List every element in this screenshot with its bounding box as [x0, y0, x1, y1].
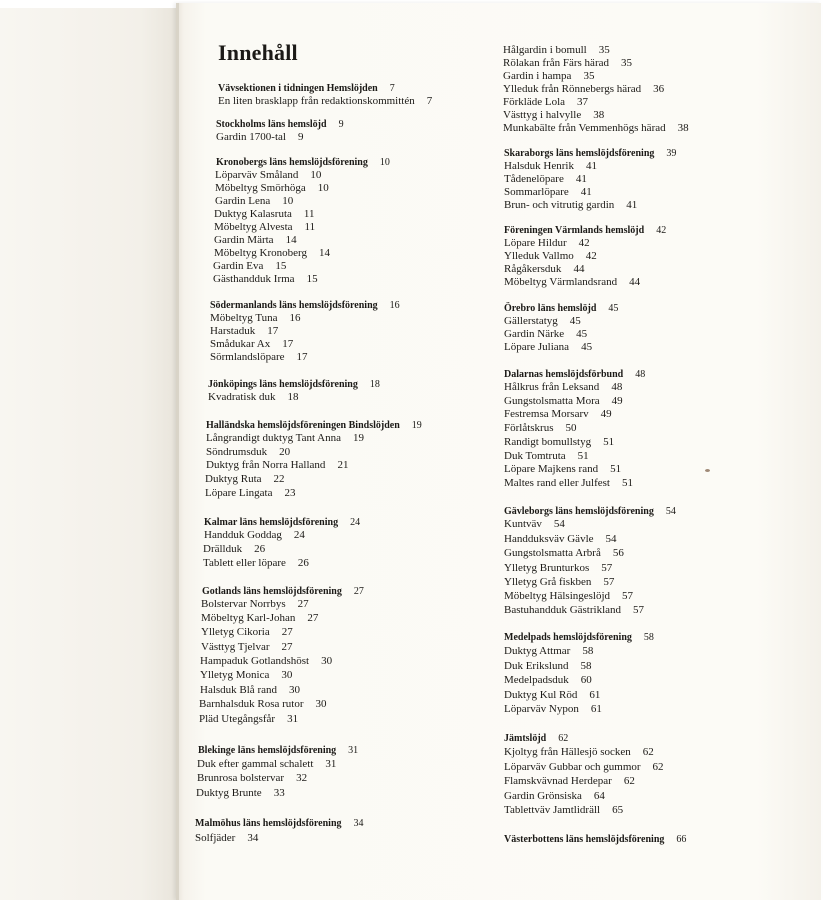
page-title: Innehåll	[218, 40, 298, 65]
page-number: 16	[289, 312, 301, 324]
entry-title: Ylleduk Vallmo	[504, 250, 574, 262]
entry-title: Medelpads hemslöjdsförening	[504, 632, 632, 643]
entry-title: Maltes rand eller Julfest	[504, 477, 610, 489]
page-number: 10	[379, 157, 390, 168]
toc-entry	[504, 761, 664, 774]
entry-title: Gällerstatyg	[504, 315, 558, 327]
page-number: 30	[315, 698, 327, 710]
page-number: 15	[275, 260, 287, 272]
page-number: 50	[565, 422, 577, 434]
entry-title: Randigt bomullstyg	[504, 436, 592, 448]
page-spine	[176, 3, 179, 900]
entry-title: Förlåtskrus	[504, 422, 554, 434]
entry-title: Löpare Hildur	[504, 237, 567, 249]
toc-entry	[197, 772, 307, 785]
entry-title: Löpare Majkens rand	[504, 463, 599, 475]
toc-entry	[504, 660, 591, 673]
entry-title: Gästhandduk Irma	[213, 273, 295, 285]
entry-title: Jämtslöjd	[504, 733, 547, 744]
page-number: 60	[580, 674, 592, 686]
page-number: 23	[284, 487, 296, 499]
entry-title: Söndrumsduk	[206, 446, 268, 458]
entry-title: Duktyg Kul Röd	[504, 689, 578, 701]
page-number: 9	[297, 131, 304, 143]
entry-title: Jönköpings läns hemslöjdsförening	[208, 379, 358, 390]
toc-entry	[210, 325, 278, 338]
entry-title: Kjoltyg från Hällesjö socken	[504, 746, 631, 758]
page-number: 7	[426, 95, 433, 107]
page-number: 62	[623, 775, 635, 787]
toc-entry	[504, 533, 617, 546]
toc-entry	[504, 237, 590, 250]
entry-title: Duktyg Attmar	[504, 645, 571, 657]
toc-entry	[504, 547, 624, 560]
toc-entry	[504, 804, 623, 817]
toc-entry	[504, 186, 592, 199]
entry-title: Gardin 1700-tal	[216, 131, 286, 143]
entry-title: Löparväv Nypon	[504, 703, 579, 715]
page-number: 24	[293, 529, 305, 541]
toc-entry	[504, 518, 565, 531]
page-number: 37	[577, 96, 589, 108]
entry-title: Gardin Grönsiska	[504, 790, 582, 802]
entry-title: Sörmlandslöpare	[210, 351, 285, 363]
section-heading	[202, 585, 364, 598]
entry-title: Handduk Goddag	[204, 529, 282, 541]
toc-entry	[503, 96, 588, 109]
entry-title: Tådenelöpare	[504, 173, 564, 185]
page-number: 15	[306, 273, 318, 285]
toc-entry	[214, 208, 315, 221]
page-number: 20	[279, 446, 291, 458]
page-number: 44	[573, 263, 585, 275]
toc-entry	[503, 122, 689, 135]
entry-title: Hålkrus från Leksand	[504, 381, 600, 393]
page-number: 33	[273, 787, 285, 799]
toc-entry	[210, 312, 301, 325]
page-number: 57	[622, 590, 634, 602]
toc-entry	[503, 57, 632, 70]
entry-title: Flamskvävnad Herdepar	[504, 775, 612, 787]
toc-entry	[201, 612, 318, 625]
toc-entry	[504, 341, 592, 354]
entry-title: Halsduk Henrik	[504, 160, 574, 172]
entry-title: Örebro läns hemslöjd	[504, 303, 597, 314]
page-number: 42	[585, 250, 597, 262]
section-heading	[216, 156, 390, 169]
section-heading	[504, 302, 618, 315]
page-number: 38	[677, 122, 689, 134]
page-number: 35	[598, 44, 610, 56]
entry-title: Ylletyg Brunturkos	[504, 562, 590, 574]
toc-entry	[197, 758, 336, 771]
toc-entry	[210, 338, 293, 351]
entry-title: Ylletyg Cikoria	[201, 626, 270, 638]
toc-entry	[215, 195, 293, 208]
entry-title: Löpare Lingata	[205, 487, 273, 499]
page-number: 27	[353, 586, 364, 597]
toc-entry	[215, 182, 329, 195]
page-number: 57	[601, 562, 613, 574]
entry-title: Bastuhandduk Gästrikland	[504, 604, 622, 616]
entry-title: Duktyg Kalasruta	[214, 208, 292, 220]
entry-title: Solfjäder	[195, 832, 236, 844]
entry-title: Löparväv Småland	[215, 169, 299, 181]
entry-title: Kronobergs läns hemslöjdsförening	[216, 157, 368, 168]
entry-title: Gotlands läns hemslöjdsförening	[202, 586, 342, 597]
toc-entry	[503, 109, 604, 122]
page-number: 51	[622, 477, 633, 489]
section-heading	[208, 378, 380, 391]
entry-title: Löparväv Gubbar och gummor	[504, 761, 641, 773]
page-number: 45	[569, 315, 581, 327]
toc-entry	[196, 787, 285, 800]
page-number: 62	[642, 746, 654, 758]
section-heading	[504, 631, 654, 644]
toc-entry	[200, 655, 332, 668]
entry-title: Kuntväv	[504, 518, 542, 530]
page-number: 41	[580, 186, 592, 198]
toc-entry	[504, 422, 577, 435]
page-number: 49	[611, 395, 623, 407]
toc-entry	[504, 689, 600, 702]
page-number: 61	[590, 703, 602, 715]
toc-entry	[201, 598, 309, 611]
page-number: 27	[281, 641, 293, 653]
entry-title: Duk Erikslund	[504, 660, 569, 672]
page-number: 30	[281, 669, 293, 681]
page-number: 57	[603, 576, 615, 588]
page-number: 51	[577, 450, 589, 462]
entry-title: Duktyg Ruta	[205, 473, 262, 485]
toc-entry	[504, 250, 597, 263]
facing-page	[0, 8, 176, 900]
entry-title: Festremsa Morsarv	[504, 408, 589, 420]
toc-entry	[504, 562, 612, 575]
entry-title: Västtyg Tjelvar	[201, 641, 270, 653]
toc-entry	[213, 260, 286, 273]
page-number: 57	[633, 604, 645, 616]
page-number: 56	[612, 547, 624, 559]
toc-entry	[504, 395, 623, 408]
page-number: 31	[348, 745, 359, 756]
page-number: 38	[593, 109, 605, 121]
toc-entry	[206, 459, 348, 472]
page-number: 66	[676, 834, 687, 845]
entry-title: Brunrosa bolstervar	[197, 772, 285, 784]
toc-entry	[203, 557, 309, 570]
toc-entry	[504, 746, 654, 759]
page-number: 9	[338, 119, 344, 130]
toc-entry	[504, 463, 621, 476]
page-number: 10	[282, 195, 294, 207]
entry-title: Möbeltyg Smörhöga	[215, 182, 306, 194]
entry-title: Smådukar Ax	[210, 338, 271, 350]
entry-title: Hampaduk Gotlandshöst	[200, 655, 310, 667]
toc-entry	[195, 832, 258, 845]
entry-title: Dalarnas hemslöjdsförbund	[504, 369, 624, 380]
page-number: 19	[411, 420, 422, 431]
page-number: 30	[321, 655, 333, 667]
entry-title: Ylletyg Monica	[200, 669, 270, 681]
page-number: 17	[267, 325, 279, 337]
entry-title: Halländska hemslöjdsföreningen Bindslöjden	[206, 420, 400, 431]
page-number: 14	[285, 234, 297, 246]
section-heading	[504, 224, 666, 237]
page-number: 48	[611, 381, 623, 393]
entry-title: Duk Tomtruta	[504, 450, 566, 462]
page-number: 36	[653, 83, 665, 95]
toc-entry	[504, 436, 614, 449]
entry-title: Brun- och vitrutig gardin	[504, 199, 615, 211]
page-number: 24	[350, 517, 361, 528]
entry-title: Gardin i hampa	[503, 70, 572, 82]
toc-entry	[504, 450, 589, 463]
toc-entry	[214, 221, 315, 234]
page-number: 31	[287, 713, 299, 725]
section-heading	[504, 732, 568, 745]
toc-entry	[199, 698, 326, 711]
entry-title: Möbeltyg Kronoberg	[214, 247, 307, 259]
page-number: 10	[310, 169, 322, 181]
page-number: 21	[337, 459, 349, 471]
entry-title: Gungstolsmatta Arbrå	[504, 547, 601, 559]
toc-entry	[504, 381, 622, 394]
entry-title: Hålgardin i bomull	[503, 44, 587, 56]
page-number: 44	[629, 276, 641, 288]
page-number: 30	[288, 684, 300, 696]
toc-entry	[199, 713, 298, 726]
page-number: 41	[575, 173, 587, 185]
toc-entry	[504, 790, 605, 803]
entry-title: Södermanlands läns hemslöjdsförening	[210, 300, 378, 311]
page-number: 58	[643, 632, 654, 643]
toc-entry	[213, 273, 318, 286]
toc-entry	[504, 703, 602, 716]
section-heading	[504, 833, 686, 846]
entry-title: Ylletyg Grå fiskben	[504, 576, 592, 588]
page-number: 35	[621, 57, 632, 69]
toc-entry	[504, 775, 635, 788]
entry-title: Möbeltyg Alvesta	[214, 221, 293, 233]
section-heading	[210, 299, 400, 312]
toc-entry	[503, 44, 610, 57]
entry-title: Kvadratisk duk	[208, 391, 276, 403]
section-heading	[195, 817, 364, 830]
page-number: 54	[553, 518, 565, 530]
toc-entry	[503, 70, 594, 83]
section-heading	[218, 82, 395, 95]
entry-title: Harstaduk	[210, 325, 256, 337]
section-heading	[504, 147, 676, 160]
page-number: 11	[304, 221, 316, 233]
entry-title: Gardin Lena	[215, 195, 271, 207]
page-number: 14	[318, 247, 330, 259]
toc-entry	[216, 131, 303, 144]
entry-title: Västtyg i halvylle	[503, 109, 582, 121]
toc-entry	[205, 487, 296, 500]
page-number: 27	[281, 626, 293, 638]
page-number: 51	[610, 463, 622, 475]
page-number: 26	[254, 543, 266, 555]
toc-entry	[201, 641, 293, 654]
entry-title: Tablettväv Jamtlidräll	[504, 804, 601, 816]
page-number: 41	[585, 160, 597, 172]
page-number: 35	[583, 70, 595, 82]
toc-entry	[218, 95, 432, 108]
page-number: 16	[389, 300, 400, 311]
entry-title: Ylleduk från Rönnebergs härad	[503, 83, 642, 95]
page-number: 34	[353, 818, 364, 829]
page-number: 41	[626, 199, 638, 211]
toc-entry	[504, 590, 633, 603]
toc-entry	[504, 315, 581, 328]
page-number: 62	[558, 733, 569, 744]
page-number: 32	[296, 772, 308, 784]
entry-title: Tablett eller löpare	[203, 557, 286, 569]
entry-title: Blekinge läns hemslöjdsförening	[198, 745, 337, 756]
page-number: 54	[605, 533, 617, 545]
entry-title: Halsduk Blå rand	[200, 684, 277, 696]
page-number: 19	[352, 432, 364, 444]
toc-entry	[504, 604, 644, 617]
entry-title: Möbeltyg Hälsingeslöjd	[504, 590, 611, 602]
page-number: 42	[656, 225, 667, 236]
section-heading	[216, 118, 344, 131]
toc-entry	[205, 473, 285, 486]
page-number: 18	[287, 391, 299, 403]
section-heading	[198, 744, 358, 757]
entry-title: Gardin Eva	[213, 260, 264, 272]
toc-entry	[201, 626, 293, 639]
page-number: 51	[603, 436, 615, 448]
entry-title: Barnhalsduk Rosa rutor	[199, 698, 304, 710]
entry-title: Möbeltyg Värmlandsrand	[504, 276, 618, 288]
toc-entry	[504, 674, 592, 687]
page-number: 49	[600, 408, 612, 420]
toc-entry	[208, 391, 299, 404]
entry-title: Möbeltyg Karl-Johan	[201, 612, 296, 624]
entry-title: Duk efter gammal schalett	[197, 758, 314, 770]
page-number: 45	[576, 328, 588, 340]
toc-entry	[206, 446, 290, 459]
toc-entry	[504, 328, 587, 341]
entry-title: Gardin Närke	[504, 328, 565, 340]
page-number: 39	[666, 148, 677, 159]
page-number: 64	[593, 790, 605, 802]
page-number: 26	[297, 557, 309, 569]
toc-entry	[214, 234, 297, 247]
entry-title: Skaraborgs läns hemslöjdsförening	[504, 148, 655, 159]
page-number: 54	[665, 506, 676, 517]
page-number: 42	[578, 237, 590, 249]
entry-title: Föreningen Värmlands hemslöjd	[504, 225, 645, 236]
section-heading	[504, 368, 645, 381]
entry-title: Medelpadsduk	[504, 674, 569, 686]
toc-entry	[504, 477, 633, 490]
entry-title: Löpare Juliana	[504, 341, 570, 353]
entry-title: Malmöhus läns hemslöjdsförening	[195, 818, 342, 829]
entry-title: Förkläde Lola	[503, 96, 566, 108]
toc-entry	[210, 351, 308, 364]
page-number: 45	[581, 341, 593, 353]
page-number: 17	[296, 351, 308, 363]
page-number: 58	[580, 660, 592, 672]
page-number: 27	[297, 598, 309, 610]
page-number: 62	[652, 761, 664, 773]
toc-entry	[504, 160, 597, 173]
toc-entry	[504, 263, 584, 276]
page-number: 45	[608, 303, 619, 314]
toc-entry	[214, 247, 330, 260]
toc-entry	[215, 169, 321, 182]
toc-entry	[504, 173, 587, 186]
entry-title: Västerbottens läns hemslöjdsförening	[504, 834, 665, 845]
page-number: 7	[389, 83, 395, 94]
entry-title: Sommarlöpare	[504, 186, 569, 198]
page-number: 65	[612, 804, 624, 816]
entry-title: Rölakan från Färs härad	[503, 57, 609, 69]
toc-entry	[504, 645, 593, 658]
toc-entry	[504, 576, 614, 589]
toc-entry	[504, 199, 637, 212]
section-heading	[206, 419, 422, 432]
entry-title: Bolstervar Norrbys	[201, 598, 286, 610]
section-heading	[204, 516, 360, 529]
entry-title: Gävleborgs läns hemslöjdsförening	[504, 506, 654, 517]
page-number: 18	[369, 379, 380, 390]
entry-title: Handduksväv Gävle	[504, 533, 594, 545]
page-number: 10	[317, 182, 329, 194]
entry-title: Munkabälte från Vemmenhögs härad	[503, 122, 666, 134]
paper-speck	[705, 469, 710, 472]
page-number: 31	[325, 758, 337, 770]
entry-title: Långrandigt duktyg Tant Anna	[206, 432, 341, 444]
entry-title: Rågåkersduk	[504, 263, 562, 275]
entry-title: Drällduk	[203, 543, 243, 555]
toc-entry	[503, 83, 664, 96]
page-number: 27	[307, 612, 319, 624]
toc-entry	[504, 408, 612, 421]
section-heading	[504, 505, 676, 518]
page-number: 17	[282, 338, 294, 350]
page-number: 11	[303, 208, 315, 220]
entry-title: Gungstolsmatta Mora	[504, 395, 600, 407]
page-number: 34	[247, 832, 259, 844]
entry-title: Duktyg från Norra Halland	[206, 459, 326, 471]
entry-title: Möbeltyg Tuna	[210, 312, 278, 324]
page-number: 61	[589, 689, 601, 701]
toc-entry	[204, 529, 305, 542]
entry-title: Duktyg Brunte	[196, 787, 262, 799]
entry-title: Stockholms läns hemslöjd	[216, 119, 327, 130]
toc-entry	[206, 432, 364, 445]
entry-title: Kalmar läns hemslöjdsförening	[204, 517, 339, 528]
toc-entry	[203, 543, 265, 556]
entry-title: Pläd Utegångsfår	[199, 713, 276, 725]
page-number: 48	[635, 369, 646, 380]
toc-entry	[200, 684, 300, 697]
entry-title: Vävsektionen i tidningen Hemslöjden	[218, 83, 378, 94]
toc-entry	[504, 276, 640, 289]
entry-title: Gardin Märta	[214, 234, 274, 246]
entry-title: En liten brasklapp från redaktionskommittén	[218, 95, 415, 107]
toc-entry	[200, 669, 292, 682]
page-number: 22	[273, 473, 285, 485]
page-number: 58	[582, 645, 594, 657]
